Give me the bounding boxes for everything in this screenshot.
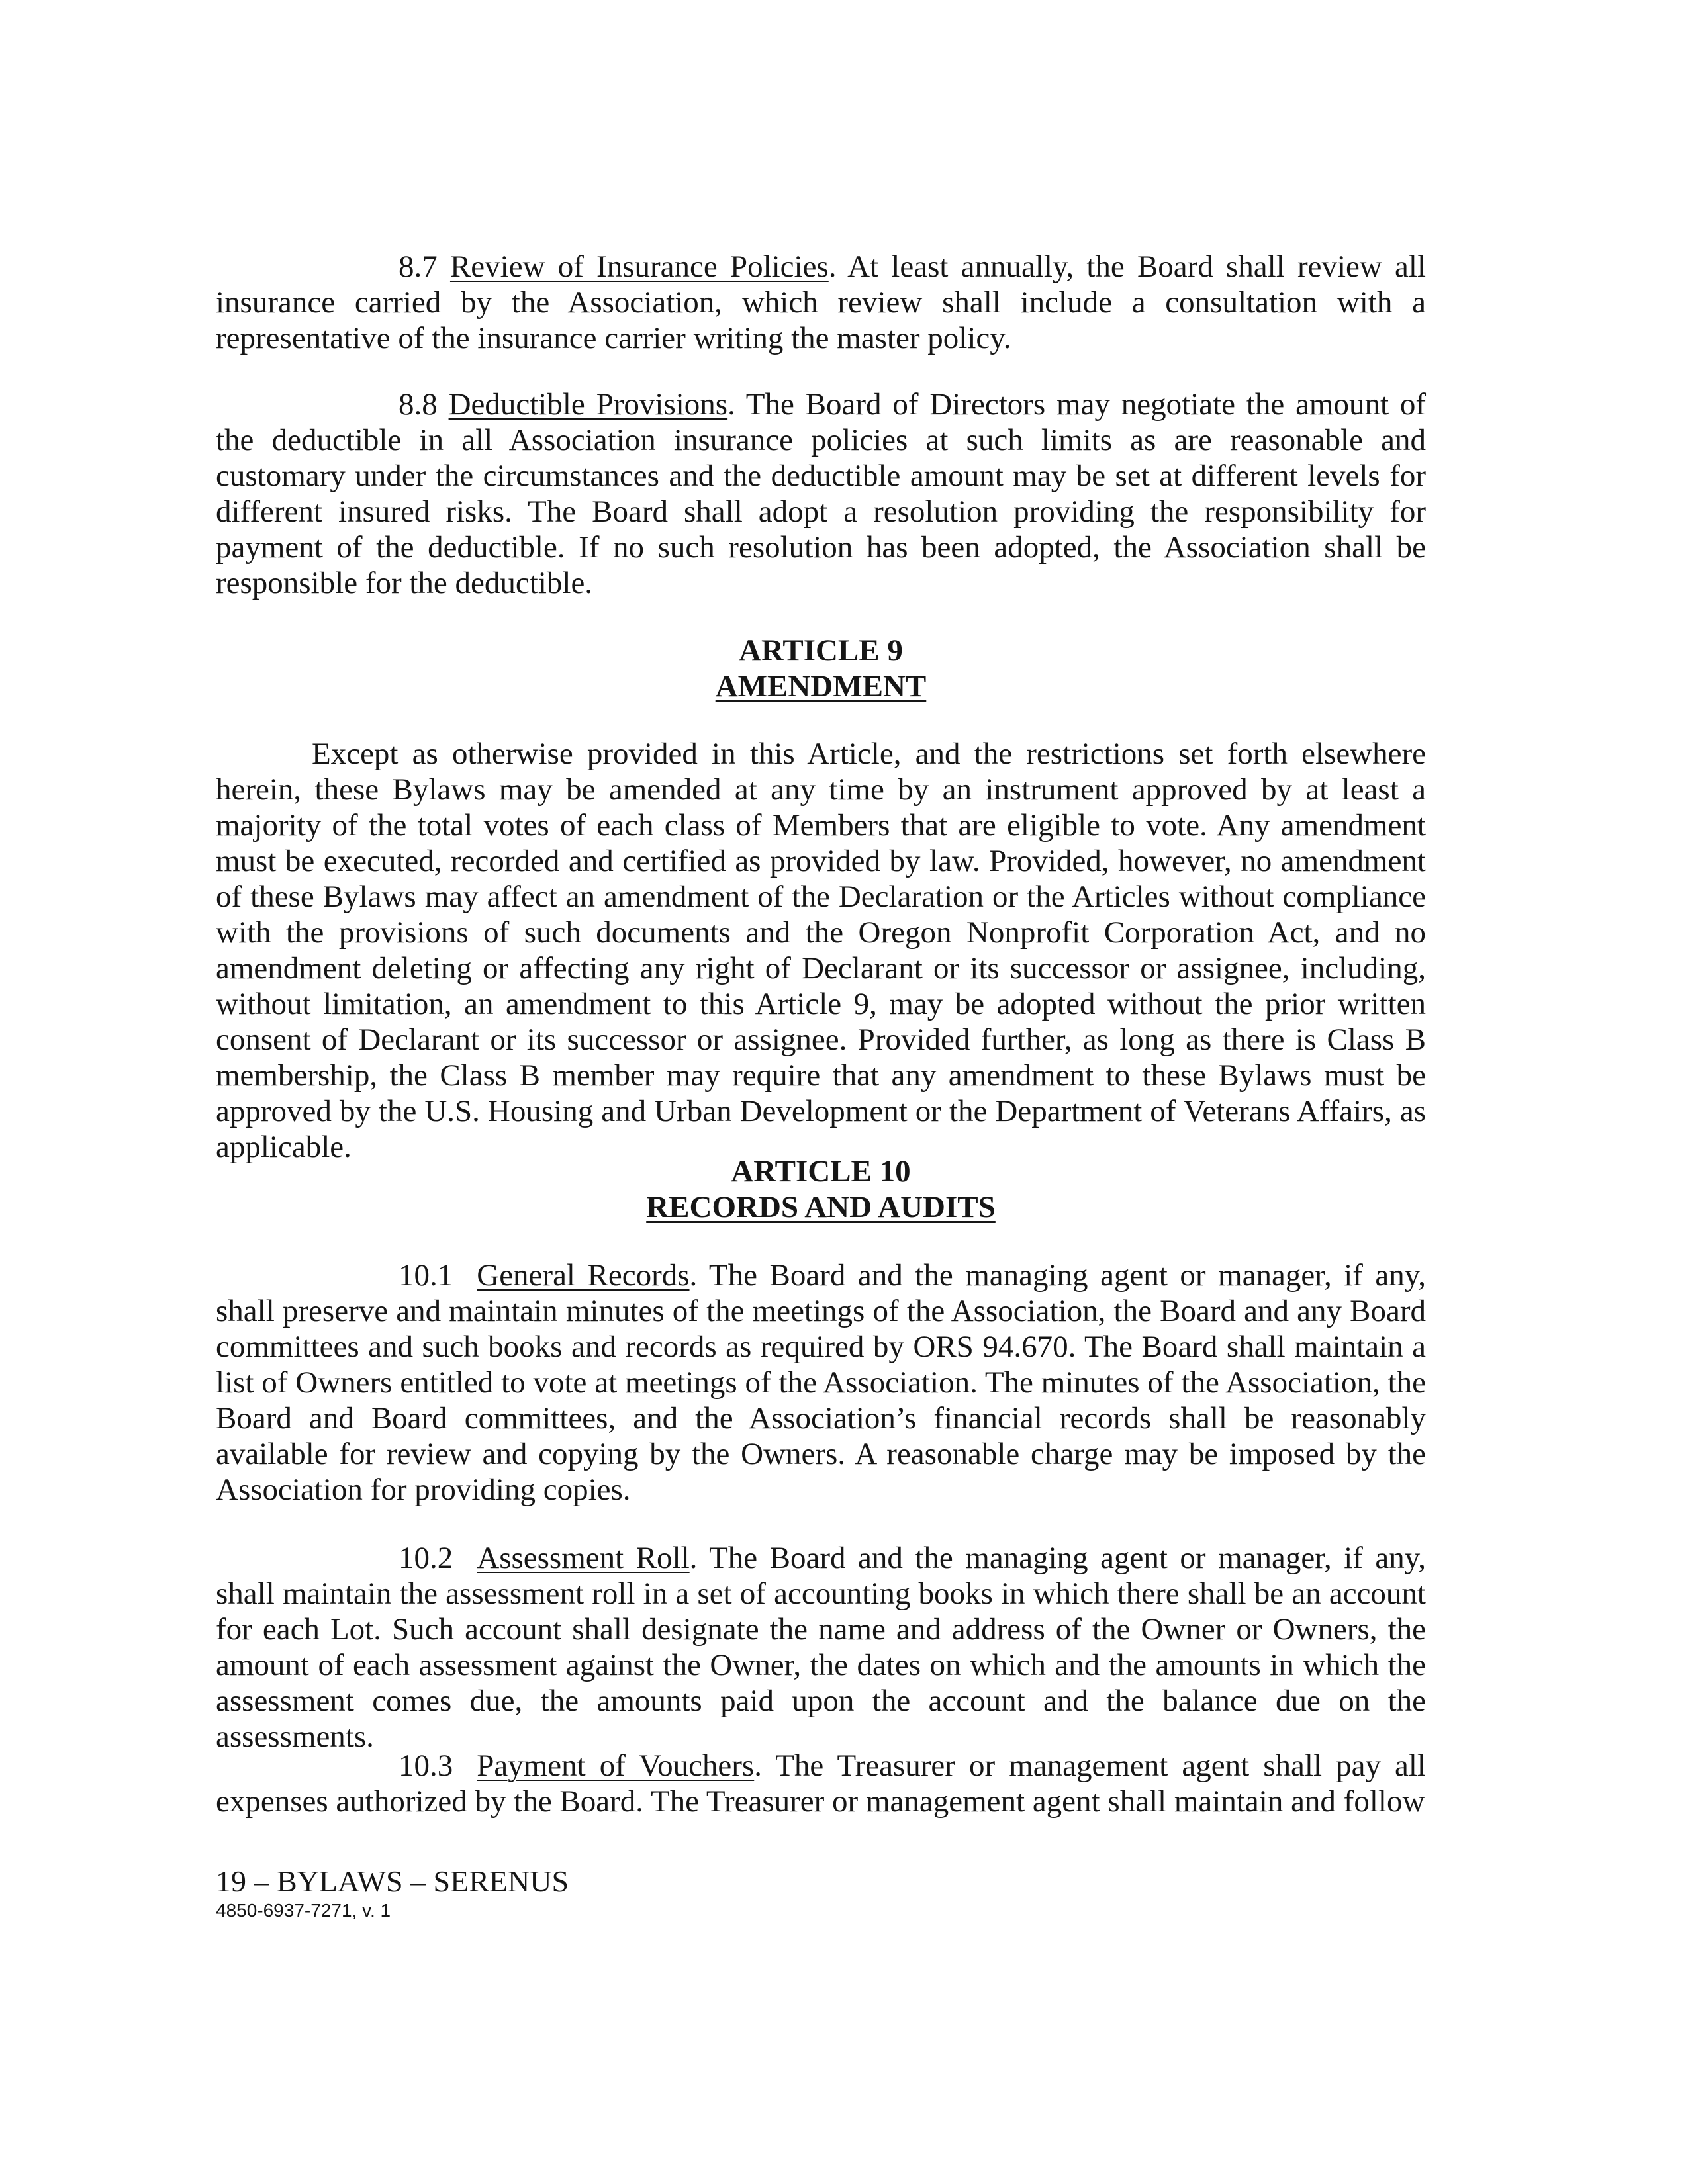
article-9-title: AMENDMENT <box>715 669 927 704</box>
section-8-7-number: 8.7 <box>399 250 438 284</box>
section-10-2-heading: Assessment Roll <box>477 1541 690 1575</box>
section-8-7 <box>216 249 1426 356</box>
footer-document-code: 4850-6937-7271, v. 1 <box>216 1900 391 1921</box>
section-10-3-paragraph <box>216 1748 1426 1819</box>
section-10-1-heading: General Records <box>477 1258 690 1293</box>
section-10-3-number: 10.3 <box>399 1749 453 1783</box>
article-10-title: RECORDS AND AUDITS <box>646 1190 996 1224</box>
section-10-2 <box>216 1540 1426 1754</box>
article-9-number: ARTICLE 9 <box>739 633 903 668</box>
section-10-2-paragraph <box>216 1540 1426 1754</box>
section-10-1 <box>216 1257 1426 1508</box>
section-8-8-heading: Deductible Provisions <box>448 387 728 422</box>
section-8-7-paragraph <box>216 249 1426 356</box>
article-9-body <box>216 736 1426 1165</box>
section-8-8 <box>216 387 1426 601</box>
section-8-8-paragraph <box>216 387 1426 601</box>
section-10-2-body: . The Board and the managing agent or manager, if any, shall maintain the assessment roll in a set of accounting books in which there shall be an account for each Lot. Such account shall designate the name and address of the Owner or Owners, the amount of each assessment against the Owner, the dates on which and the amounts in which the assessment comes due, the amounts paid upon the account and the balance due on the assessments. <box>216 1541 1426 1754</box>
article-9-heading <box>216 633 1426 704</box>
section-10-3 <box>216 1748 1426 1819</box>
section-8-8-number: 8.8 <box>399 387 438 422</box>
section-8-7-heading: Review of Insurance Policies <box>449 250 829 284</box>
footer-page-title: 19 – BYLAWS – SERENUS <box>216 1864 569 1898</box>
article-9-paragraph: Except as otherwise provided in this Article, and the restrictions set forth elsewhere herein, these Bylaws may be amended at any time by an instrument approved by at least a majority of the total votes of each class of Members that are eligible to vote. Any amendment must be executed, recorded and certified as provided by law. Provided, however, no amendment of these Bylaws may affect an amendment of the Declaration or the Articles without compliance with the provisions of such documents and the Oregon Nonprofit Corporation Act, and no amendment deleting or affecting any right of Declarant or its successor or assignee, including, without limitation, an amendment to this Article 9, may be adopted without the prior written consent of Declarant or its successor or assignee. Provided further, as long as there is Class B membership, the Class B member may require that any amendment to these Bylaws must be approved by the U.S. Housing and Urban Development or the Department of Veterans Affairs, as applicable. <box>216 737 1426 1164</box>
section-10-1-number: 10.1 <box>399 1258 453 1293</box>
section-10-2-number: 10.2 <box>399 1541 453 1575</box>
section-10-1-body: . The Board and the managing agent or manager, if any, shall preserve and maintain minutes of the meetings of the Association, the Board and any Board committees and such books and records as required by ORS 94.670. The Board shall maintain a list of Owners entitled to vote at meetings of the Association. The minutes of the Association, the Board and Board committees, and the Association’s financial records shall be reasonably available for review and copying by the Owners. A reasonable charge may be imposed by the Association for providing copies. <box>216 1258 1426 1507</box>
article-10-heading <box>216 1154 1426 1225</box>
section-10-3-body: . The Treasurer or management agent shall pay all expenses authorized by the Board. The Treasurer or management agent shall maintain and follow <box>216 1749 1426 1819</box>
article-10-number: ARTICLE 10 <box>731 1154 911 1189</box>
section-10-3-heading: Payment of Vouchers <box>477 1749 755 1783</box>
section-8-8-body: . The Board of Directors may negotiate the amount of the deductible in all Association insurance policies at such limits as are reasonable and customary under the circumstances and the deductible amount may be set at different levels for different insured risks. The Board shall adopt a resolution providing the responsibility for payment of the deductible. If no such resolution has been adopted, the Association shall be responsible for the deductible. <box>216 387 1427 600</box>
section-8-7-body: . At least annually, the Board shall review all insurance carried by the Association, which review shall include a consultation with a representative of the insurance carrier writing the master policy. <box>216 250 1427 355</box>
section-10-1-paragraph <box>216 1257 1426 1508</box>
